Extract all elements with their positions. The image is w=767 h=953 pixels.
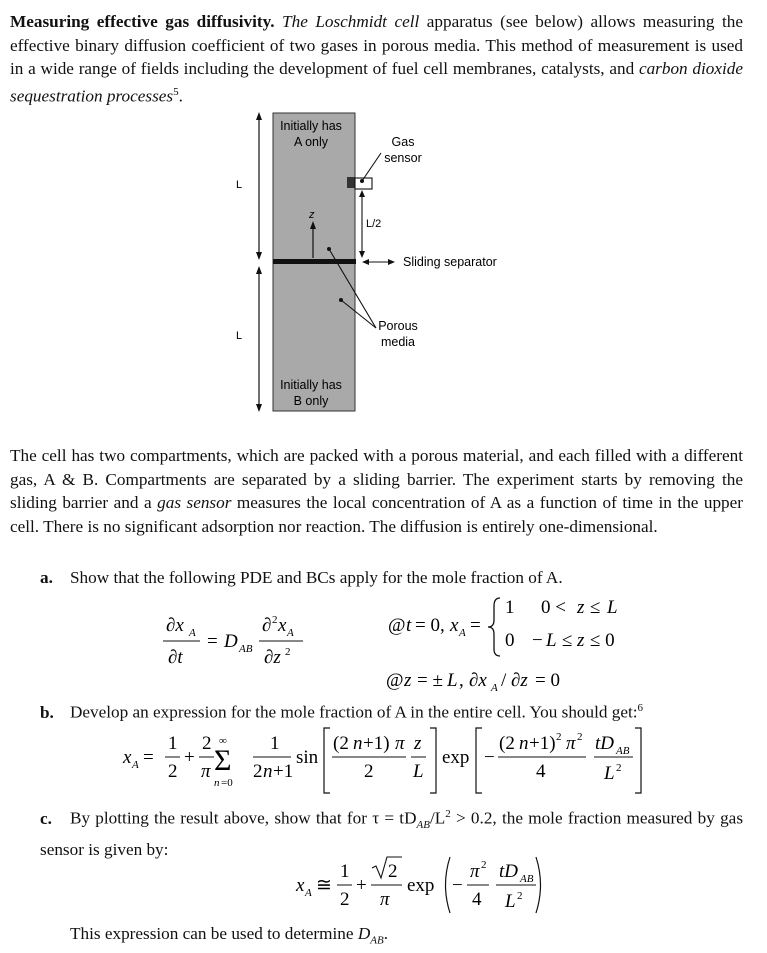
svg-text:A: A: [287, 627, 294, 639]
svg-text:2: 2: [577, 731, 583, 743]
svg-text:@: @: [386, 670, 404, 691]
final-end: .: [383, 924, 388, 943]
cell-name: The Loschmidt cell: [282, 12, 420, 31]
svg-text:+1): +1): [529, 733, 556, 754]
item-a-label: a.: [40, 568, 53, 587]
svg-text:2: 2: [481, 859, 487, 871]
svg-text:2: 2: [340, 889, 350, 910]
svg-text:=: =: [143, 747, 154, 768]
porous-label-2: media: [380, 335, 416, 349]
final-D: D: [357, 924, 371, 943]
top-arrow-down-icon: [256, 252, 262, 260]
gas-sensor-label-1: Gas: [391, 135, 415, 149]
gas-sensor-mount: [347, 177, 355, 188]
svg-text:+: +: [184, 747, 195, 768]
item-b-text: Develop an expression for the mole fraction of A in the entire cell. You should get:: [70, 702, 638, 722]
svg-text:∂: ∂: [262, 615, 272, 636]
porous-label-1: Porous: [378, 319, 418, 333]
top-label-2: A only: [293, 135, 329, 149]
svg-text:A: A: [189, 627, 196, 639]
svg-text:2: 2: [285, 646, 291, 658]
bottom-arrow-down-icon: [256, 404, 262, 412]
body-paragraph: [10, 444, 743, 538]
svg-text:= ±: = ±: [417, 670, 443, 691]
item-c-sup: 2: [445, 808, 451, 820]
svg-text:L: L: [413, 761, 424, 782]
L-bottom-label: L: [236, 330, 243, 342]
svg-text:n: n: [519, 733, 529, 754]
svg-text:∂z: ∂z: [511, 670, 528, 691]
svg-text:4: 4: [536, 761, 546, 782]
svg-text:∂t: ∂t: [168, 647, 183, 668]
svg-text:+1): +1): [363, 733, 390, 754]
svg-text:+1: +1: [273, 761, 294, 782]
svg-text:A: A: [305, 887, 312, 899]
intro-title: Measuring effective gas diffusivity.: [10, 12, 275, 31]
svg-text:π: π: [201, 761, 211, 782]
equation-a: [0, 590, 767, 695]
svg-text:n: n: [214, 777, 220, 789]
svg-text:/: /: [501, 670, 507, 691]
sensor-leader-line: [362, 153, 381, 181]
svg-text:L: L: [447, 670, 458, 691]
svg-text:2: 2: [364, 761, 374, 782]
top-label-1: Initially has: [280, 119, 342, 133]
separator-arrow-right-icon: [388, 259, 395, 265]
svg-text:0 <: 0 <: [541, 597, 566, 618]
intro-paragraph: [10, 10, 743, 108]
svg-text:A: A: [459, 627, 466, 639]
svg-text:≤: ≤: [562, 630, 573, 651]
svg-text:n: n: [263, 761, 273, 782]
L-top-label: L: [236, 179, 243, 191]
co2-text: carbon dioxide sequestration processes: [10, 59, 743, 106]
svg-text:@: @: [388, 615, 406, 636]
gas-sensor-text: gas sensor: [157, 493, 232, 513]
svg-text:1: 1: [270, 733, 280, 754]
body-text-2: measures the local concentration of A as a function of time in the upper cell. There is no significant adsorption nor reaction. The diffusion is entirely one-dimensional.: [10, 493, 743, 536]
svg-text:Σ: Σ: [214, 744, 232, 777]
final-sub: AB: [370, 934, 384, 947]
svg-text:π: π: [380, 889, 390, 910]
svg-text:1: 1: [505, 597, 515, 618]
intro-end: .: [178, 86, 183, 106]
svg-text:=: =: [470, 615, 481, 636]
svg-text:A: A: [132, 759, 139, 771]
svg-text:AB: AB: [616, 745, 630, 757]
item-a-text: Show that the following PDE and BCs apply for the mole fraction of A.: [70, 568, 563, 587]
svg-text:L: L: [604, 763, 615, 784]
svg-text:−: −: [532, 630, 543, 651]
svg-text:2: 2: [168, 761, 178, 782]
svg-text:(2: (2: [499, 733, 515, 754]
svg-text:z: z: [414, 733, 422, 754]
z-label: z: [309, 209, 315, 221]
svg-text:sin: sin: [296, 747, 319, 768]
svg-text:2: 2: [616, 762, 622, 774]
svg-text:0: 0: [505, 630, 515, 651]
item-c-text-2: /L: [429, 808, 446, 828]
svg-text:≅: ≅: [316, 875, 332, 896]
svg-text:A: A: [491, 682, 498, 694]
half-arrow-up-icon: [359, 190, 365, 197]
svg-text:∂x: ∂x: [469, 670, 487, 691]
svg-text:=0: =0: [221, 777, 233, 789]
half-arrow-down-icon: [359, 251, 365, 258]
svg-text:−: −: [452, 875, 463, 896]
svg-text:L: L: [505, 891, 516, 912]
body-text-1: The cell has two compartments, which are packed with a porous material, and each filled with a different gas, A & B. Compartments are separated by a sliding barrier. The experiment starts by removing the sliding barrier and a: [10, 446, 743, 513]
svg-text:tD: tD: [595, 733, 614, 754]
svg-text:L: L: [546, 630, 557, 651]
svg-text:π: π: [395, 733, 405, 754]
bottom-arrow-up-icon: [256, 266, 262, 274]
sliding-separator: [273, 259, 356, 264]
item-c-label: c.: [40, 808, 52, 828]
separator-arrow-left-icon: [362, 259, 369, 265]
svg-text:∞: ∞: [219, 735, 227, 747]
svg-text:+: +: [356, 875, 367, 896]
svg-text:n: n: [353, 733, 363, 754]
svg-text:x: x: [278, 615, 287, 636]
svg-text:(2: (2: [333, 733, 349, 754]
svg-text:∂x: ∂x: [166, 615, 184, 636]
final-line: [70, 922, 743, 953]
ref-5: 5: [173, 85, 179, 98]
svg-text:2: 2: [556, 731, 562, 743]
svg-text:=: =: [207, 631, 218, 652]
svg-text:2: 2: [388, 861, 398, 882]
svg-text:2: 2: [202, 733, 212, 754]
svg-text:∂z: ∂z: [264, 647, 281, 668]
svg-text:1: 1: [340, 861, 350, 882]
svg-text:−: −: [484, 747, 495, 768]
svg-text:≤ 0: ≤ 0: [590, 630, 615, 651]
svg-text:2: 2: [517, 890, 523, 902]
svg-text:tD: tD: [499, 861, 518, 882]
svg-text:x: x: [450, 615, 459, 636]
svg-text:≤: ≤: [590, 597, 601, 618]
svg-text:z: z: [577, 597, 585, 618]
top-arrow-up-icon: [256, 112, 262, 120]
final-text: This expression can be used to determine: [70, 924, 358, 943]
ref-6: 6: [637, 702, 644, 714]
svg-text:L: L: [607, 597, 618, 618]
svg-text:π: π: [470, 861, 480, 882]
svg-text:z: z: [404, 670, 412, 691]
svg-text:2: 2: [272, 614, 278, 626]
loschmidt-figure: [0, 110, 767, 415]
svg-text:t: t: [406, 615, 412, 636]
svg-text:AB: AB: [520, 873, 534, 885]
gas-sensor-label-2: sensor: [384, 151, 422, 165]
svg-text:exp: exp: [407, 875, 435, 896]
svg-text:= 0,: = 0,: [415, 615, 445, 636]
svg-text:x: x: [296, 875, 305, 896]
item-c-text-1: By plotting the result above, show that for τ = tD: [70, 808, 417, 828]
item-b-label: b.: [40, 702, 54, 722]
intro-text: apparatus (see below) allows measuring the effective binary diffusion coefficient of two gases in porous media. This method of measurement is used in a wide range of fields including the development of fuel cell membranes, catalysts, and: [10, 12, 743, 79]
item-a: [40, 566, 743, 590]
svg-text:x: x: [123, 747, 132, 768]
bottom-label-2: B only: [293, 394, 329, 408]
svg-text:2: 2: [253, 761, 263, 782]
equation-c: [0, 850, 767, 920]
svg-text:exp: exp: [442, 747, 470, 768]
svg-text:4: 4: [472, 889, 482, 910]
svg-text:π: π: [566, 733, 576, 754]
intro-space: [275, 12, 283, 31]
svg-text:,: ,: [459, 670, 464, 691]
separator-label: Sliding separator: [403, 255, 497, 269]
bottom-label-1: Initially has: [280, 378, 342, 392]
svg-text:AB: AB: [239, 643, 253, 655]
item-c-text-3: > 0.2, the mole fraction measured by gas sensor is given by:: [40, 808, 744, 859]
svg-text:1: 1: [168, 733, 178, 754]
item-c-sub: AB: [416, 819, 430, 832]
svg-text:z: z: [577, 630, 585, 651]
svg-text:D: D: [224, 631, 238, 652]
equation-b: [0, 720, 767, 800]
L-half-label: L/2: [366, 218, 382, 230]
svg-text:= 0: = 0: [535, 670, 560, 691]
